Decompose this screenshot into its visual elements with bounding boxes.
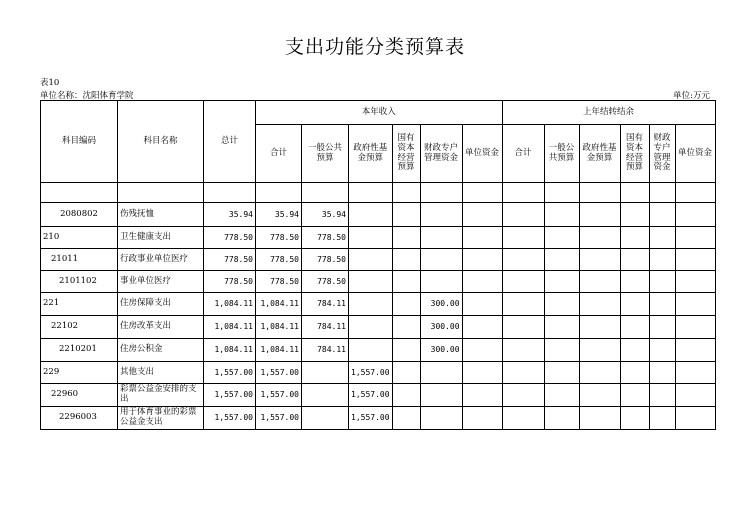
cell-value <box>620 407 649 430</box>
cell-value <box>675 362 715 384</box>
cell-value: 1,557.00 <box>204 362 256 384</box>
cell-value <box>620 227 649 249</box>
header-prev-state-capital: 国有资本经营预算 <box>620 125 649 183</box>
cell-value <box>462 271 502 293</box>
cell-value <box>620 249 649 271</box>
cell-value: 778.50 <box>204 271 256 293</box>
cell-value <box>544 271 579 293</box>
cell-value: 1,557.00 <box>256 407 302 430</box>
cell-value <box>462 384 502 407</box>
cell-value <box>349 227 393 249</box>
table-row <box>41 384 716 407</box>
header-name: 科目名称 <box>118 101 204 183</box>
table-row <box>41 183 716 203</box>
header-code: 科目编码 <box>41 101 118 183</box>
cell-value <box>462 183 502 203</box>
cell-value: 35.94 <box>204 203 256 227</box>
cell-value: 784.11 <box>302 293 349 316</box>
header-cur-fund: 政府性基金预算 <box>349 125 393 183</box>
cell-value: 1,557.00 <box>204 384 256 407</box>
cell-value <box>675 316 715 339</box>
cell-value <box>649 227 675 249</box>
cell-value <box>502 293 544 316</box>
cell-value <box>392 316 420 339</box>
cell-value <box>579 293 620 316</box>
cell-value <box>620 339 649 362</box>
cell-value <box>579 339 620 362</box>
cell-value <box>256 183 302 203</box>
cell-value <box>579 249 620 271</box>
cell-name: 住房改革支出 <box>118 316 204 339</box>
cell-value <box>392 293 420 316</box>
cell-name: 其他支出 <box>118 362 204 384</box>
cell-value <box>302 384 349 407</box>
header-prev-year: 上年结转结余 <box>502 101 715 125</box>
table-row <box>41 407 716 430</box>
cell-value: 1,557.00 <box>256 384 302 407</box>
cell-value <box>579 384 620 407</box>
cell-value <box>462 339 502 362</box>
cell-name: 住房公积金 <box>118 339 204 362</box>
table-row <box>41 339 716 362</box>
cell-value <box>462 316 502 339</box>
unit-name: 单位名称：沈阳体育学院 <box>40 91 134 101</box>
cell-value <box>502 339 544 362</box>
cell-value <box>420 384 462 407</box>
cell-value: 778.50 <box>302 249 349 271</box>
cell-value <box>462 249 502 271</box>
header-prev-fund: 政府性基金预算 <box>579 125 620 183</box>
cell-value <box>649 203 675 227</box>
cell-value: 778.50 <box>302 271 349 293</box>
cell-value <box>462 227 502 249</box>
cell-value <box>544 384 579 407</box>
cell-value <box>579 203 620 227</box>
cell-value <box>349 271 393 293</box>
cell-value <box>349 293 393 316</box>
cell-value <box>462 407 502 430</box>
cell-value <box>675 249 715 271</box>
cell-value <box>502 362 544 384</box>
cell-code: 221 <box>41 293 118 316</box>
cell-value: 1,084.11 <box>256 316 302 339</box>
cell-value <box>302 183 349 203</box>
cell-value: 778.50 <box>256 249 302 271</box>
cell-value <box>349 316 393 339</box>
cell-value: 1,557.00 <box>349 384 393 407</box>
table-row <box>41 203 716 227</box>
cell-value: 784.11 <box>302 339 349 362</box>
cell-value: 1,084.11 <box>204 293 256 316</box>
cell-value <box>502 271 544 293</box>
cell-code <box>41 183 118 203</box>
cell-value: 778.50 <box>302 227 349 249</box>
table-row <box>41 362 716 384</box>
table-row <box>41 293 716 316</box>
cell-value <box>392 384 420 407</box>
header-cur-state-capital: 国有资本经营预算 <box>392 125 420 183</box>
cell-value <box>302 362 349 384</box>
cell-value <box>579 183 620 203</box>
cell-value: 778.50 <box>256 271 302 293</box>
cell-value <box>420 183 462 203</box>
cell-value <box>649 339 675 362</box>
cell-value <box>675 384 715 407</box>
cell-value <box>420 271 462 293</box>
cell-value: 1,084.11 <box>256 293 302 316</box>
header-prev-special: 财政专户管理资金 <box>649 125 675 183</box>
cell-value: 1,557.00 <box>349 362 393 384</box>
cell-value <box>675 271 715 293</box>
cell-code: 2296003 <box>41 407 118 430</box>
cell-name: 行政事业单位医疗 <box>118 249 204 271</box>
cell-value <box>204 183 256 203</box>
cell-value <box>620 384 649 407</box>
header-cur-general: 一般公共预算 <box>302 125 349 183</box>
header-cur-total: 合计 <box>256 125 302 183</box>
cell-value <box>392 249 420 271</box>
cell-name: 用于体育事业的彩票公益金支出 <box>118 407 204 430</box>
cell-value <box>349 203 393 227</box>
cell-value <box>649 407 675 430</box>
cell-value <box>544 316 579 339</box>
cell-value <box>502 203 544 227</box>
cell-value <box>420 362 462 384</box>
cell-value <box>392 203 420 227</box>
header-current-year: 本年收入 <box>256 101 503 125</box>
cell-code: 21011 <box>41 249 118 271</box>
cell-value <box>620 362 649 384</box>
cell-value <box>462 293 502 316</box>
header-prev-general: 一般公共预算 <box>544 125 579 183</box>
cell-value <box>544 249 579 271</box>
page-title: 支出功能分类预算表 <box>284 36 465 58</box>
cell-value <box>392 271 420 293</box>
cell-code: 2080802 <box>41 203 118 227</box>
cell-value <box>544 183 579 203</box>
cell-value <box>649 384 675 407</box>
cell-value <box>392 407 420 430</box>
cell-value: 778.50 <box>204 227 256 249</box>
cell-value <box>392 339 420 362</box>
cell-value: 778.50 <box>256 227 302 249</box>
cell-value <box>649 293 675 316</box>
cell-code: 2101102 <box>41 271 118 293</box>
cell-value <box>675 339 715 362</box>
cell-value <box>579 271 620 293</box>
cell-value <box>579 316 620 339</box>
cell-value <box>420 407 462 430</box>
cell-value <box>620 203 649 227</box>
cell-value <box>544 407 579 430</box>
cell-value: 35.94 <box>256 203 302 227</box>
cell-value <box>675 203 715 227</box>
cell-value <box>392 227 420 249</box>
cell-name: 卫生健康支出 <box>118 227 204 249</box>
header-prev-total: 合计 <box>502 125 544 183</box>
cell-value: 1,084.11 <box>204 339 256 362</box>
header-prev-unit: 单位资金 <box>675 125 715 183</box>
cell-value <box>649 249 675 271</box>
cell-code: 22102 <box>41 316 118 339</box>
cell-value <box>392 183 420 203</box>
cell-code: 22960 <box>41 384 118 407</box>
cell-code: 210 <box>41 227 118 249</box>
table-row <box>41 271 716 293</box>
cell-value <box>579 362 620 384</box>
cell-code: 229 <box>41 362 118 384</box>
cell-value <box>579 227 620 249</box>
cell-value <box>620 271 649 293</box>
cell-name: 彩票公益金安排的支出 <box>118 384 204 407</box>
cell-value <box>649 316 675 339</box>
unit-label: 单位:万元 <box>673 91 710 101</box>
cell-value <box>420 249 462 271</box>
cell-value <box>620 293 649 316</box>
cell-code: 2210201 <box>41 339 118 362</box>
cell-value <box>502 249 544 271</box>
cell-name: 住房保障支出 <box>118 293 204 316</box>
cell-value: 1,084.11 <box>256 339 302 362</box>
cell-value <box>392 362 420 384</box>
cell-value <box>502 227 544 249</box>
cell-value <box>502 183 544 203</box>
cell-value <box>579 407 620 430</box>
cell-value <box>462 362 502 384</box>
cell-value: 35.94 <box>302 203 349 227</box>
cell-value <box>620 316 649 339</box>
cell-value <box>675 183 715 203</box>
cell-value: 778.50 <box>204 249 256 271</box>
cell-value <box>349 339 393 362</box>
cell-value <box>420 227 462 249</box>
cell-value <box>649 271 675 293</box>
cell-name: 伤残抚恤 <box>118 203 204 227</box>
cell-value <box>502 384 544 407</box>
cell-value <box>462 203 502 227</box>
cell-value: 300.00 <box>420 339 462 362</box>
header-total: 总计 <box>204 101 256 183</box>
cell-value <box>302 407 349 430</box>
budget-table <box>40 100 716 430</box>
table-row <box>41 316 716 339</box>
cell-value: 1,084.11 <box>204 316 256 339</box>
cell-value <box>544 227 579 249</box>
cell-value <box>544 339 579 362</box>
cell-value <box>544 293 579 316</box>
cell-value <box>649 183 675 203</box>
cell-value <box>675 227 715 249</box>
cell-value <box>420 203 462 227</box>
cell-value <box>544 362 579 384</box>
cell-value: 300.00 <box>420 316 462 339</box>
cell-value: 1,557.00 <box>204 407 256 430</box>
table-row <box>41 227 716 249</box>
header-cur-special: 财政专户管理资金 <box>420 125 462 183</box>
cell-value <box>502 316 544 339</box>
header-cur-unit: 单位资金 <box>462 125 502 183</box>
cell-value <box>620 183 649 203</box>
cell-value <box>649 362 675 384</box>
cell-value: 1,557.00 <box>349 407 393 430</box>
cell-value <box>349 249 393 271</box>
cell-name: 事业单位医疗 <box>118 271 204 293</box>
cell-value: 300.00 <box>420 293 462 316</box>
cell-value: 784.11 <box>302 316 349 339</box>
cell-value <box>349 183 393 203</box>
cell-name <box>118 183 204 203</box>
cell-value: 1,557.00 <box>256 362 302 384</box>
cell-value <box>675 293 715 316</box>
cell-value <box>502 407 544 430</box>
cell-value <box>544 203 579 227</box>
table-number: 表10 <box>40 78 60 88</box>
table-row <box>41 249 716 271</box>
cell-value <box>675 407 715 430</box>
